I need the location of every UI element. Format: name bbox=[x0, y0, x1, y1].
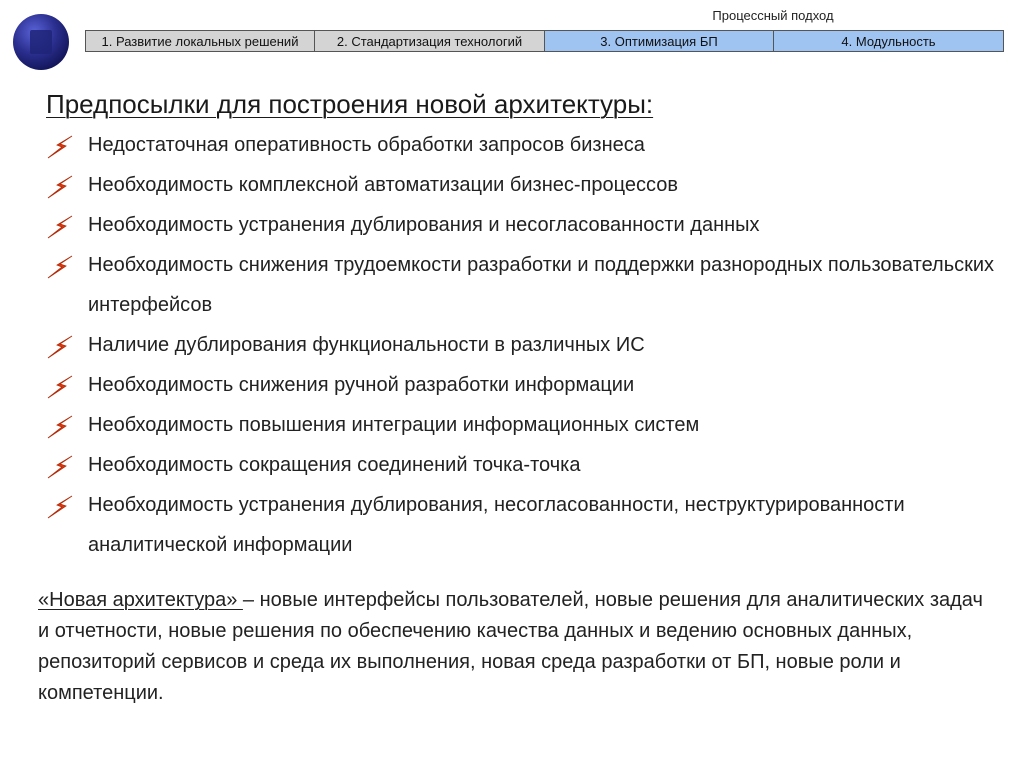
process-approach-label: Процессный подход bbox=[712, 8, 834, 23]
lightning-bolt-icon bbox=[45, 453, 75, 477]
lightning-bolt-icon bbox=[45, 373, 75, 397]
logo-icon bbox=[12, 13, 70, 71]
lightning-bolt-icon bbox=[45, 133, 75, 157]
stage-bar bbox=[85, 30, 1004, 52]
list-item-text: Необходимость устранения дублирования, несогласованности, неструктурированности аналитической информации bbox=[88, 494, 905, 556]
definition-term: «Новая архитектура» bbox=[38, 589, 243, 611]
stage-bp-optimization[interactable]: 3. Оптимизация БП bbox=[545, 31, 774, 51]
stage-modularity[interactable]: 4. Модульность bbox=[774, 31, 1003, 51]
list-item-text: Необходимость сокращения соединений точка-точка bbox=[88, 454, 581, 476]
lightning-bolt-icon bbox=[45, 413, 75, 437]
lightning-bolt-icon bbox=[45, 213, 75, 237]
list-item bbox=[45, 165, 995, 205]
list-item-text: Необходимость повышения интеграции информационных систем bbox=[88, 414, 700, 436]
list-item-text: Необходимость снижения трудоемкости разработки и поддержки разнородных пользовательских интерфейсов bbox=[88, 254, 995, 316]
list-item-text: Недостаточная оперативность обработки запросов бизнеса bbox=[88, 134, 645, 156]
stage-local-solutions[interactable]: 1. Развитие локальных решений bbox=[86, 31, 315, 51]
new-architecture-definition bbox=[38, 585, 988, 709]
lightning-bolt-icon bbox=[45, 253, 75, 277]
lightning-bolt-icon bbox=[45, 493, 75, 517]
list-item bbox=[45, 245, 995, 325]
list-item-text: Необходимость устранения дублирования и несогласованности данных bbox=[88, 214, 760, 236]
list-item bbox=[45, 445, 995, 485]
stage-tech-standardization[interactable]: 2. Стандартизация технологий bbox=[315, 31, 545, 51]
list-item-text: Наличие дублирования функциональности в различных ИС bbox=[88, 334, 645, 356]
list-item bbox=[45, 365, 995, 405]
lightning-bolt-icon bbox=[45, 333, 75, 357]
list-item-text: Необходимость снижения ручной разработки информации bbox=[88, 374, 635, 396]
list-item bbox=[45, 405, 995, 445]
lightning-bolt-icon bbox=[45, 173, 75, 197]
list-item bbox=[45, 485, 995, 565]
list-item-text: Необходимость комплексной автоматизации бизнес-процессов bbox=[88, 174, 678, 196]
list-item bbox=[45, 125, 995, 165]
definition-body: – новые интерфейсы пользователей, новые решения для аналитических задач и отчетности, новые решения по обеспечению качества данных и ведению основных данных, репозиторий сервисов и среда их выполнения, новая среда разработки от БП, новые роли и компетенции. bbox=[38, 589, 983, 704]
list-item bbox=[45, 325, 995, 365]
page-title: Предпосылки для построения новой архитектуры: bbox=[46, 89, 654, 119]
prerequisites-list bbox=[45, 125, 995, 565]
list-item bbox=[45, 205, 995, 245]
